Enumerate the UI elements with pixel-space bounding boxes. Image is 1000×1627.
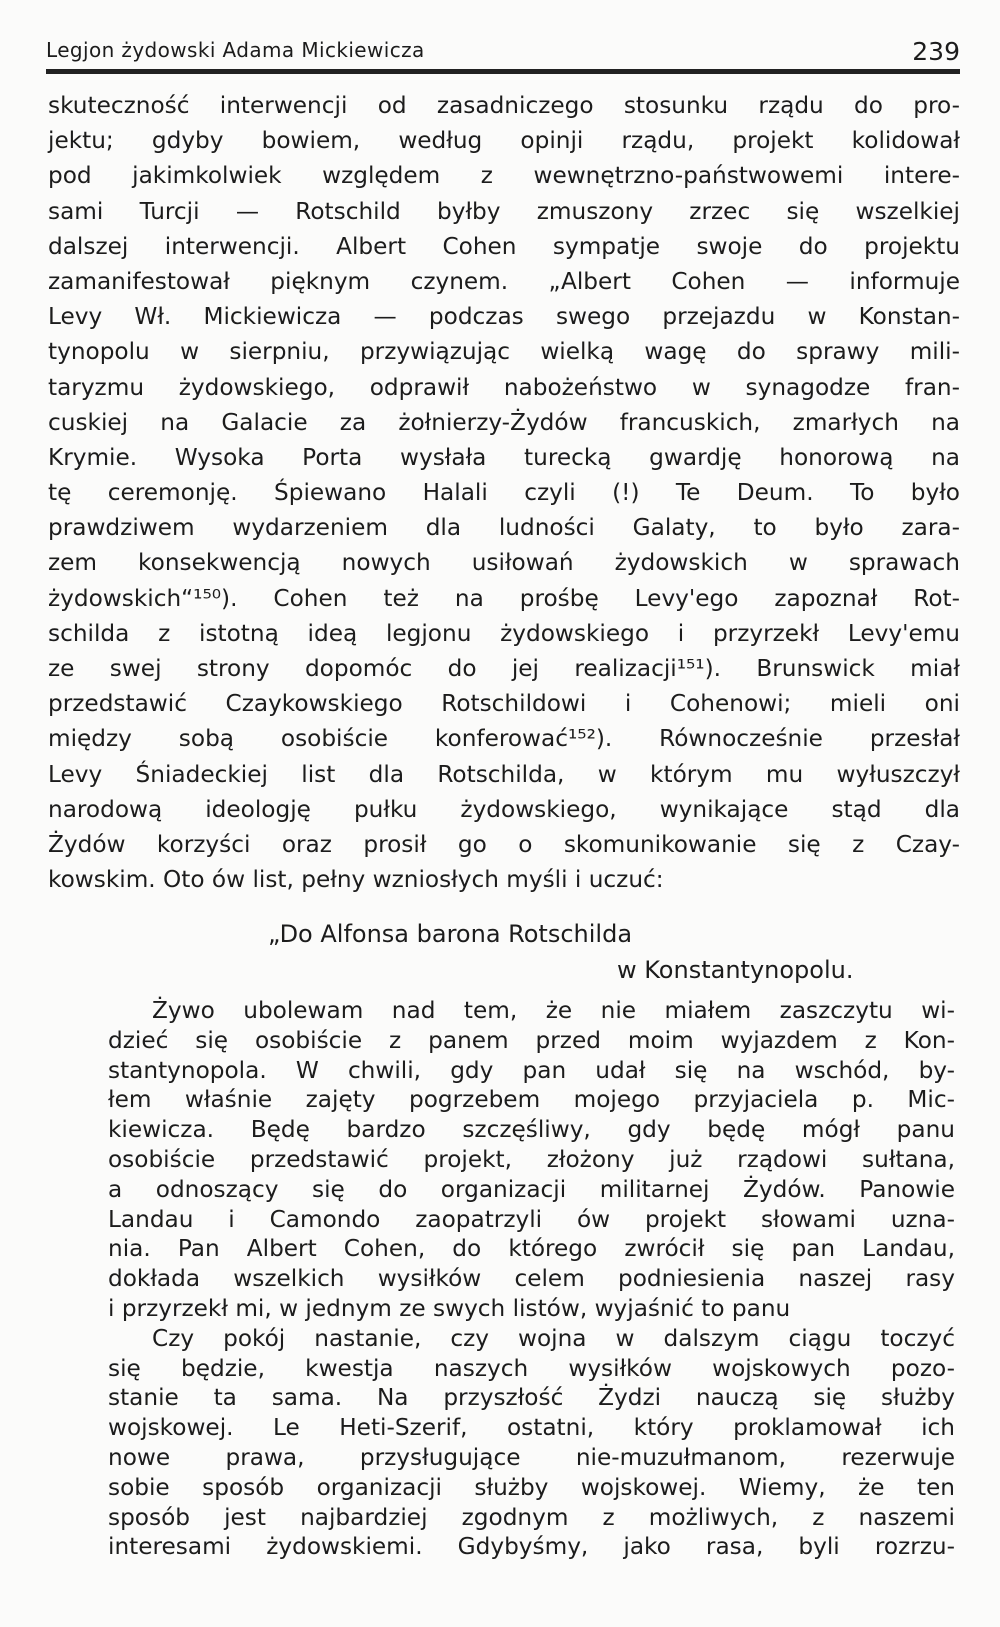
letter-line: stantynopola. W chwili, gdy pan udał się na wschód, by- xyxy=(108,1056,955,1084)
letter-line: Żywo ubolewam nad tem, że nie miałem zaszczytu wi- xyxy=(152,997,955,1024)
letter-line: nia. Pan Albert Cohen, do którego zwrócił się pan Landau, xyxy=(108,1235,955,1263)
text-line: kowskim. Oto ów list, pełny wzniosłych myśli i uczuć: xyxy=(48,866,664,894)
text-line: przedstawić Czaykowskiego Rotschildowi i Cohenowi; mieli oni xyxy=(48,690,960,718)
text-line: taryzmu żydowskiego, odprawił nabożeństwo w synagodze fran- xyxy=(48,373,960,401)
letter-line: Landau i Camondo zaopatrzyli ów projekt słowami uzna- xyxy=(108,1205,955,1233)
text-line: ze swej strony dopomóc do jej realizacji¹⁵¹). Brunswick miał xyxy=(48,655,960,682)
text-line: tynopolu w sierpniu, przywiązując wielką wagę do sprawy mili- xyxy=(48,338,960,366)
letter-line: się będzie, kwestja naszych wysiłków wojskowych pozo- xyxy=(108,1354,955,1382)
header-rule xyxy=(46,69,960,74)
text-line: skuteczność interwencji od zasadniczego stosunku rządu do pro- xyxy=(48,92,960,119)
text-line: tę ceremonję. Śpiewano Halali czyli (!) Te Deum. To było xyxy=(48,479,960,507)
letter-line: kiewicza. Będę bardzo szczęśliwy, gdy będę mógł panu xyxy=(108,1116,955,1144)
running-head xyxy=(46,36,960,68)
letter-line: nowe prawa, przysługujące nie-muzułmanom, rezerwuje xyxy=(108,1443,955,1471)
letter-text xyxy=(108,996,955,1562)
letter-line: sposób jest najbardziej zgodnym z możliwych, z naszemi xyxy=(108,1503,955,1531)
text-line: jektu; gdyby bowiem, według opinji rządu, projekt kolidował xyxy=(48,127,960,155)
letter-line: i przyrzekł mi, w jednym ze swych listów, wyjaśnić to panu xyxy=(108,1294,791,1322)
text-line: dalszej interwencji. Albert Cohen sympatje swoje do projektu xyxy=(48,232,960,260)
text-line: cuskiej na Galacie za żołnierzy-Żydów francuskich, zmarłych na xyxy=(48,408,960,436)
text-line: zamanifestował pięknym czynem. „Albert Cohen — informuje xyxy=(48,267,960,295)
text-line: pod jakimkolwiek względem z wewnętrzno-państwowemi intere- xyxy=(48,162,960,190)
body-text xyxy=(48,88,960,897)
letter-line: Czy pokój nastanie, czy wojna w dalszym ciągu toczyć xyxy=(152,1324,955,1352)
letter-address-line-2: w Konstantynopolu. xyxy=(617,956,854,984)
letter-line: dzieć się osobiście z panem przed moim wyjazdem z Kon- xyxy=(108,1026,955,1054)
letter-line: interesami żydowskiemi. Gdybyśmy, jako rasa, byli rozrzu- xyxy=(108,1533,955,1561)
letter-address-line-1: „Do Alfonsa barona Rotschilda xyxy=(268,920,633,948)
text-line: Żydów korzyści oraz prosił go o skomunikowanie się z Czay- xyxy=(48,830,960,858)
letter-line: stanie ta sama. Na przyszłość Żydzi nauczą się służby xyxy=(108,1384,955,1412)
letter-line: sobie sposób organizacji służby wojskowej. Wiemy, że ten xyxy=(108,1473,955,1501)
running-title: Legjon żydowski Adama Mickiewicza xyxy=(46,38,425,62)
letter-line: osobiście przedstawić projekt, złożony już rządowi sułtana, xyxy=(108,1145,955,1173)
text-line: schilda z istotną ideą legjonu żydowskiego i przyrzekł Levy'emu xyxy=(48,619,960,647)
text-line: żydowskich“¹⁵⁰). Cohen też na prośbę Levy'ego zapoznał Rot- xyxy=(48,584,960,612)
page-number: 239 xyxy=(912,37,960,66)
text-line: Levy Śniadeckiej list dla Rotschilda, w którym mu wyłuszczył xyxy=(48,760,960,788)
text-line: zem konsekwencją nowych usiłowań żydowskich w sprawach xyxy=(48,549,960,577)
letter-line: dokłada wszelkich wysiłków celem podniesienia naszej rasy xyxy=(108,1265,955,1293)
letter-line: wojskowej. Le Heti-Szerif, ostatni, który proklamował ich xyxy=(108,1414,955,1442)
text-line: sami Turcji — Rotschild byłby zmuszony zrzec się wszelkiej xyxy=(48,197,960,225)
text-line: między sobą osobiście konferować¹⁵²). Równocześnie przesłał xyxy=(48,725,960,753)
letter-line: łem właśnie zajęty pogrzebem mojego przyjaciela p. Mic- xyxy=(108,1086,955,1114)
text-line: Krymie. Wysoka Porta wysłała turecką gwardję honorową na xyxy=(48,443,960,471)
text-line: narodową ideologję pułku żydowskiego, wynikające stąd dla xyxy=(48,795,960,823)
text-line: Levy Wł. Mickiewicza — podczas swego przejazdu w Konstan- xyxy=(48,303,960,331)
letter-line: a odnoszący się do organizacji militarnej Żydów. Panowie xyxy=(108,1175,955,1203)
text-line: prawdziwem wydarzeniem dla ludności Galaty, to było zara- xyxy=(48,514,960,542)
